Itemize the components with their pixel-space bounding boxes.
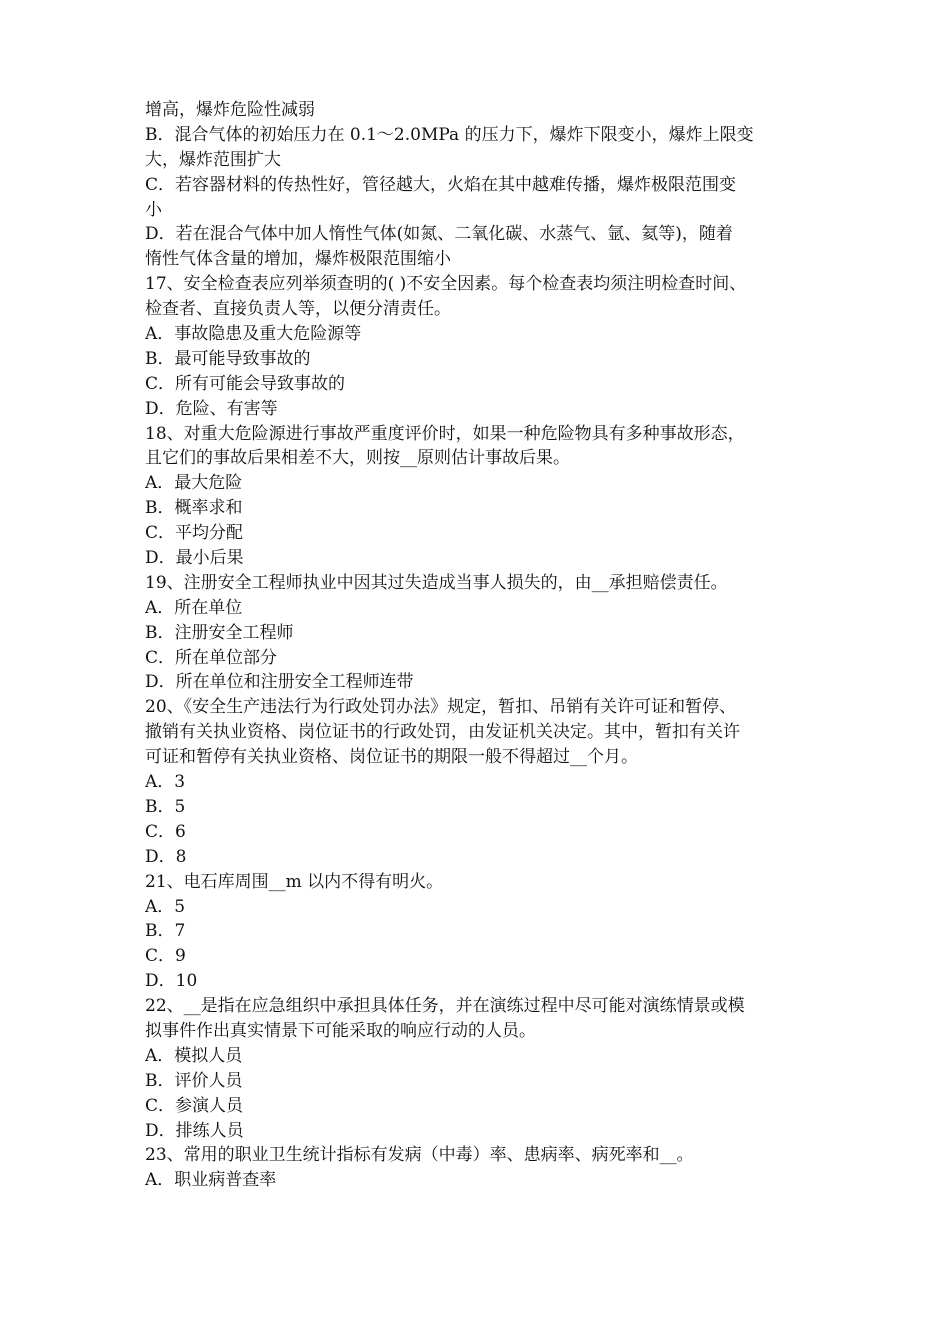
question-19: 19、注册安全工程师执业中因其过失造成当事人损失的，由__承担赔偿责任。 <box>145 572 728 593</box>
option-line: A．最大危险 <box>145 473 243 494</box>
option-line: B．注册安全工程师 <box>145 622 294 643</box>
text-line: 小 <box>145 199 162 220</box>
option-line: C．6 <box>145 821 186 842</box>
text-line: 可证和暂停有关执业资格、岗位证书的期限一般不得超过__个月。 <box>145 747 638 768</box>
question-23: 23、常用的职业卫生统计指标有发病（中毒）率、患病率、病死率和__。 <box>145 1145 694 1166</box>
question-17: 17、安全检查表应列举须查明的( )不安全因素。每个检查表均须注明检查时间、 <box>145 274 747 295</box>
option-line: C．若容器材料的传热性好，管径越大，火焰在其中越难传播，爆炸极限范围变 <box>145 174 737 195</box>
option-line: C．所有可能会导致事故的 <box>145 373 346 394</box>
text-line: 惰性气体含量的增加，爆炸极限范围缩小 <box>145 249 451 270</box>
option-line: A．职业病普查率 <box>145 1170 277 1191</box>
option-line: D．8 <box>145 846 187 867</box>
option-line: D．若在混合气体中加人惰性气体(如氮、二氧化碳、水蒸气、氩、氦等)，随着 <box>145 224 733 245</box>
text-line: 大，爆炸范围扩大 <box>145 149 281 170</box>
option-line: D．排练人员 <box>145 1120 244 1141</box>
text-line: 且它们的事故后果相差不大，则按__原则估计事故后果。 <box>145 448 570 469</box>
option-line: B．概率求和 <box>145 498 243 519</box>
option-line: B．7 <box>145 921 186 942</box>
question-21: 21、电石库周围__m 以内不得有明火。 <box>145 871 444 892</box>
text-line: 增高，爆炸危险性减弱 <box>145 100 315 120</box>
option-line: C．平均分配 <box>145 523 244 544</box>
option-line: B．5 <box>145 796 186 817</box>
option-line: A．事故隐患及重大危险源等 <box>145 324 362 345</box>
option-line: D．所在单位和注册安全工程师连带 <box>145 672 414 693</box>
text-line: 拟事件作出真实情景下可能采取的响应行动的人员。 <box>145 1020 536 1041</box>
question-22: 22、__是指在应急组织中承担具体任务，并在演练过程中尽可能对演练情景或模 <box>145 996 745 1017</box>
option-line: D．10 <box>145 971 198 992</box>
option-line: C．9 <box>145 946 186 967</box>
option-line: B．混合气体的初始压力在 0.1～2.0MPa 的压力下，爆炸下限变小，爆炸上限变 <box>145 124 754 145</box>
text-line: 撤销有关执业资格、岗位证书的行政处罚，由发证机关决定。其中，暂扣有关许 <box>145 722 740 743</box>
option-line: C．参演人员 <box>145 1095 244 1116</box>
option-line: B．评价人员 <box>145 1070 243 1091</box>
text-line: 检查者、直接负责人等，以便分清责任。 <box>145 299 451 320</box>
question-20: 20、《安全生产违法行为行政处罚办法》规定，暂扣、吊销有关许可证和暂停、 <box>145 697 737 718</box>
option-line: A．5 <box>145 896 186 917</box>
option-line: A．所在单位 <box>145 597 243 618</box>
option-line: D．最小后果 <box>145 548 244 569</box>
option-line: C．所在单位部分 <box>145 647 278 668</box>
option-line: D．危险、有害等 <box>145 398 278 419</box>
option-line: B．最可能导致事故的 <box>145 348 311 369</box>
option-line: A．模拟人员 <box>145 1045 243 1066</box>
document-body <box>145 98 817 1193</box>
option-line: A．3 <box>145 772 186 793</box>
question-18: 18、对重大危险源进行事故严重度评价时，如果一种危险物具有多种事故形态， <box>145 423 745 444</box>
